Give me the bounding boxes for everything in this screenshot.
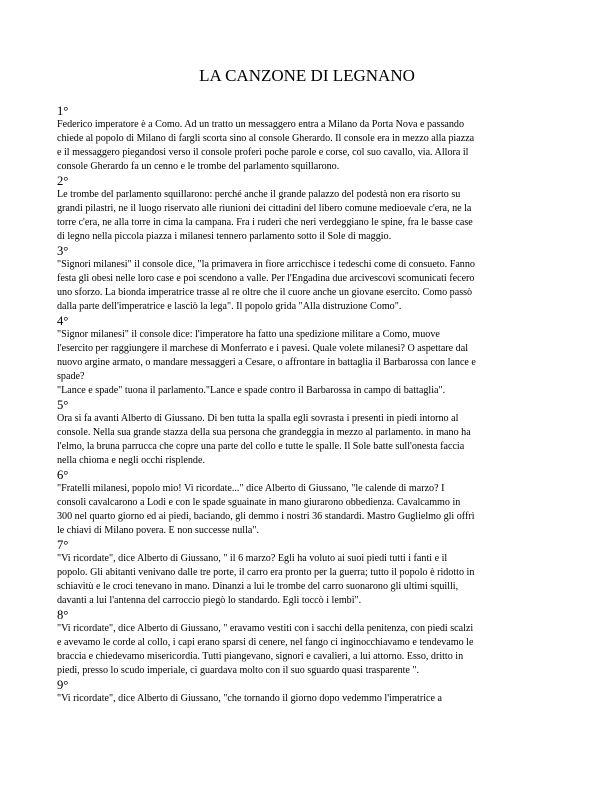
section-number: 7° xyxy=(57,538,69,552)
section-9 xyxy=(57,678,557,706)
section-paragraph: "Vi ricordate", dice Alberto di Giussano, " il 6 marzo? Egli ha voluto ai suoi piedi tutti i fanti e il popolo. Gli abitanti venivano dalle tre porte, il carro era pronto per la guerra; tutto il popolo è ridotto in schiavitù e le croci tenevano in mano. Dinanzi a lui le trombe del carro suonarono gli ultimi squilli, davanti a lui l'antenna del carroccio piegò lo standardo. Egli toccò i lembi". xyxy=(57,553,475,606)
section-paragraph: "Vi ricordate", dice Alberto di Giussano, " eravamo vestiti con i sacchi della penitenza, con piedi scalzi e avevamo le corde al collo, i capi erano sparsi di cenere, nel fango ci inginocchiavamo e tendevamo le braccia e chiedevamo misericordia. Tutti piangevano, signori e cavalieri, a lui attorno. Esso, dritto in piedi, presso lo scudo imperiale, ci guardava molto con il suo sguardo quasi trasparente ". xyxy=(57,623,474,676)
section-number: 4° xyxy=(57,314,69,328)
section-number: 9° xyxy=(57,678,69,692)
section-number: 6° xyxy=(57,468,69,482)
section-4 xyxy=(57,314,557,398)
section-number: 2° xyxy=(57,174,69,188)
section-2 xyxy=(57,174,557,244)
section-6 xyxy=(57,468,557,538)
section-paragraph: "Signor milanesi" il console dice: l'imperatore ha fatto una spedizione militare a Como, muove l'esercito per raggiungere il marchese di Monferrato e i pavesi. Quale volete milanesi? O aspettare dal nuovo argine armato, o mandare messaggeri a Cesare, o affrontare in battaglia il Barbarossa con lance e spade? xyxy=(57,329,476,382)
section-paragraph: Federico imperatore è a Como. Ad un tratto un messaggero entra a Milano da Porta Nova e passando chiede al popolo di Milano di fargli scorta sino al console Gherardo. Il console era in mezzo alla piazza e il messaggero piegandosi verso il console proferì poche parole e corse, col suo cavallo, via. Allora il console Gherardo fa un cenno e le trombe del parlamento squillarono. xyxy=(57,119,475,172)
section-number: 1° xyxy=(57,104,69,118)
section-8 xyxy=(57,608,557,678)
section-number: 8° xyxy=(57,608,69,622)
document-page xyxy=(57,66,557,706)
section-paragraph: Ora si fa avanti Alberto di Giussano. Di ben tutta la spalla egli sovrasta i presenti in piedi intorno al console. Nella sua grande stazza della sua persona che grandeggia in mezzo al parlamento. in mano ha l'elmo, la bruna parrucca che copre una parte del collo e tutte le spalle. Il Sole batte sull'onesta faccia nella chioma e negli occhi risplende. xyxy=(57,413,471,466)
section-number: 5° xyxy=(57,398,69,412)
section-1 xyxy=(57,104,557,174)
section-paragraph: "Fratelli milanesi, popolo mio! Vi ricordate..." dice Alberto di Giussano, "le calende di marzo? I consoli cavalcarono a Lodi e con le spade sguainate in mano giurarono obbedienza. Cavalcammo in 300 nel quarto giorno ed ai piedi, baciando, gli demmo i nostri 36 standardi. Mastro Guglielmo gli offrì le chiavi di Milano povera. E non successe nulla". xyxy=(57,483,475,536)
section-7 xyxy=(57,538,557,608)
section-3 xyxy=(57,244,557,314)
section-paragraph: "Lance e spade" tuona il parlamento."Lance e spade contro il Barbarossa in campo di battaglia". xyxy=(57,385,446,396)
section-number: 3° xyxy=(57,244,69,258)
section-paragraph: Le trombe del parlamento squillarono: perché anche il grande palazzo del podestà non era risorto su grandi pilastri, ne il luogo riservato alle riunioni dei cittadini del libero comune medioevale c'era, ne la torre c'era, ne alla torre in cima la campana. Fra i ruderi che neri verdeggiano le spine, fra le basse case di legno nella piccola piazza i milanesi tennero parlamento sotto il Sole di maggio. xyxy=(57,189,473,242)
section-paragraph: "Signori milanesi" il console dice, "la primavera in fiore arricchisce i tedeschi come di consueto. Fanno festa gli obesi nelle loro case e poi scendono a valle. Per l'Engadina due arcivescovi scomunicati fecero uno sforzo. La bionda imperatrice trasse al re oltre che il cuore anche un giovane esercito. Como passò dalla parte dell'imperatrice e lasciò la lega". Il popolo grida "Alla distruzione Como". xyxy=(57,259,475,312)
section-paragraph: "Vi ricordate", dice Alberto di Giussano, "che tornando il giorno dopo vedemmo l'imperatrice a xyxy=(57,693,442,704)
document-title: LA CANZONE DI LEGNANO xyxy=(199,66,415,85)
section-5 xyxy=(57,398,557,468)
